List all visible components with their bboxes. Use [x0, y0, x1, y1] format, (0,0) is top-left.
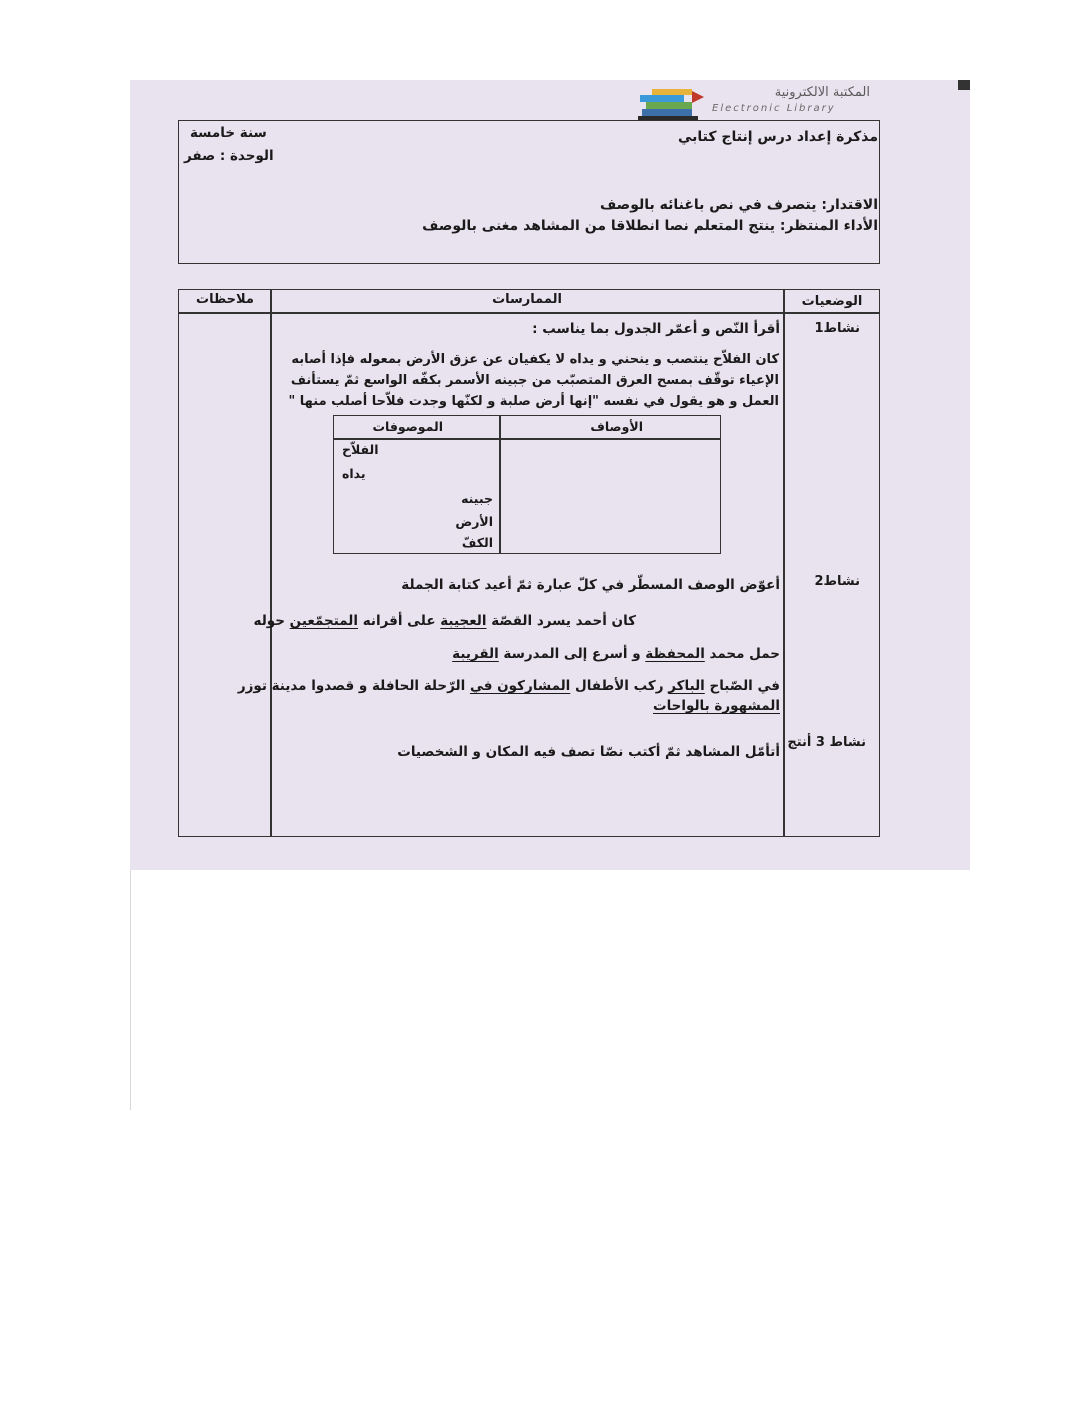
description-table-divider — [499, 416, 501, 553]
scan-edge-mark — [958, 80, 970, 90]
sentence-3-line-1: في الصّباح الباكر ركب الأطفال المشاركون في الرّحلة الحافلة و قصدوا مدينة توزر — [237, 678, 780, 694]
sentence-2: حمل محمد المحفظة و أسرع إلى المدرسة القريبة — [452, 646, 780, 662]
header-described: الموصوفات — [372, 419, 443, 434]
sentence-3-line-2: المشهورة بالواحات — [653, 698, 780, 714]
grade-level: سنة خامسة — [190, 125, 267, 141]
table-header-divider — [179, 312, 879, 314]
expected-performance-text: الأداء المنتظر: ينتج المتعلم نصا انطلاقا من المشاهد مغنى بالوصف — [422, 218, 878, 234]
activity-1-instruction: أقرأ النّص و أعمّر الجدول بما يناسب : — [532, 321, 780, 337]
competency-text: الاقتدار: يتصرف في نص باغنائه بالوصف — [600, 197, 878, 213]
described-item-forehead: جبينه — [461, 491, 493, 506]
lesson-title: مذكرة إعداد درس إنتاج كتابي — [677, 129, 878, 145]
activity-1-label: نشاط1 — [814, 321, 860, 336]
described-item-farmer: الفلاّح — [342, 442, 379, 457]
activity-3-instruction: أتأمّل المشاهد ثمّ أكتب نصّا تصف فيه المكان و الشخصيات — [397, 744, 780, 760]
column-header-situations: الوضعيات — [801, 294, 863, 309]
logo-arabic-text: المكتبة الالكترونية — [774, 85, 870, 100]
table-divider-notes — [270, 290, 272, 836]
activity-2-label: نشاط2 — [814, 574, 860, 589]
books-logo-icon — [638, 87, 706, 123]
described-item-hands: يداه — [342, 466, 366, 481]
column-header-notes: ملاحظات — [196, 292, 254, 307]
description-table — [333, 415, 721, 554]
table-divider-situations — [783, 290, 785, 836]
activity-3-label: نشاط 3 أنتج — [787, 735, 866, 750]
passage-line-3: العمل و هو يقول في نفسه "إنها أرض صلبة و لكنّها وجدت فلاّحا أصلب منها " — [288, 394, 779, 409]
logo-english-text: Electronic Library — [712, 103, 836, 114]
description-table-header-line — [334, 438, 720, 440]
described-item-palm: الكفّ — [461, 535, 493, 550]
passage-line-1: كان الفلاّح ينتصب و ينحني و يداه لا يكفيان عن عزق الأرض بمعوله فإذا أصابه — [291, 352, 779, 367]
column-header-practices: الممارسات — [492, 292, 562, 307]
page-edge-line — [130, 870, 131, 1110]
activity-2-instruction: أعوّض الوصف المسطّر في كلّ عبارة ثمّ أعيد كتابة الجملة — [401, 577, 780, 593]
described-item-land: الأرض — [455, 514, 493, 529]
passage-line-2: الإعياء توقّف بمسح العرق المتصبّب من جبينه الأسمر بكفّه الواسع ثمّ يستأنف — [290, 373, 779, 388]
unit-label: الوحدة : صفر — [184, 148, 274, 164]
electronic-library-logo — [632, 83, 872, 125]
header-descriptions: الأوصاف — [590, 419, 643, 434]
sentence-1: كان أحمد يسرد القصّة العجيبة على أقرانه المتجمّعين حوله — [253, 613, 636, 629]
